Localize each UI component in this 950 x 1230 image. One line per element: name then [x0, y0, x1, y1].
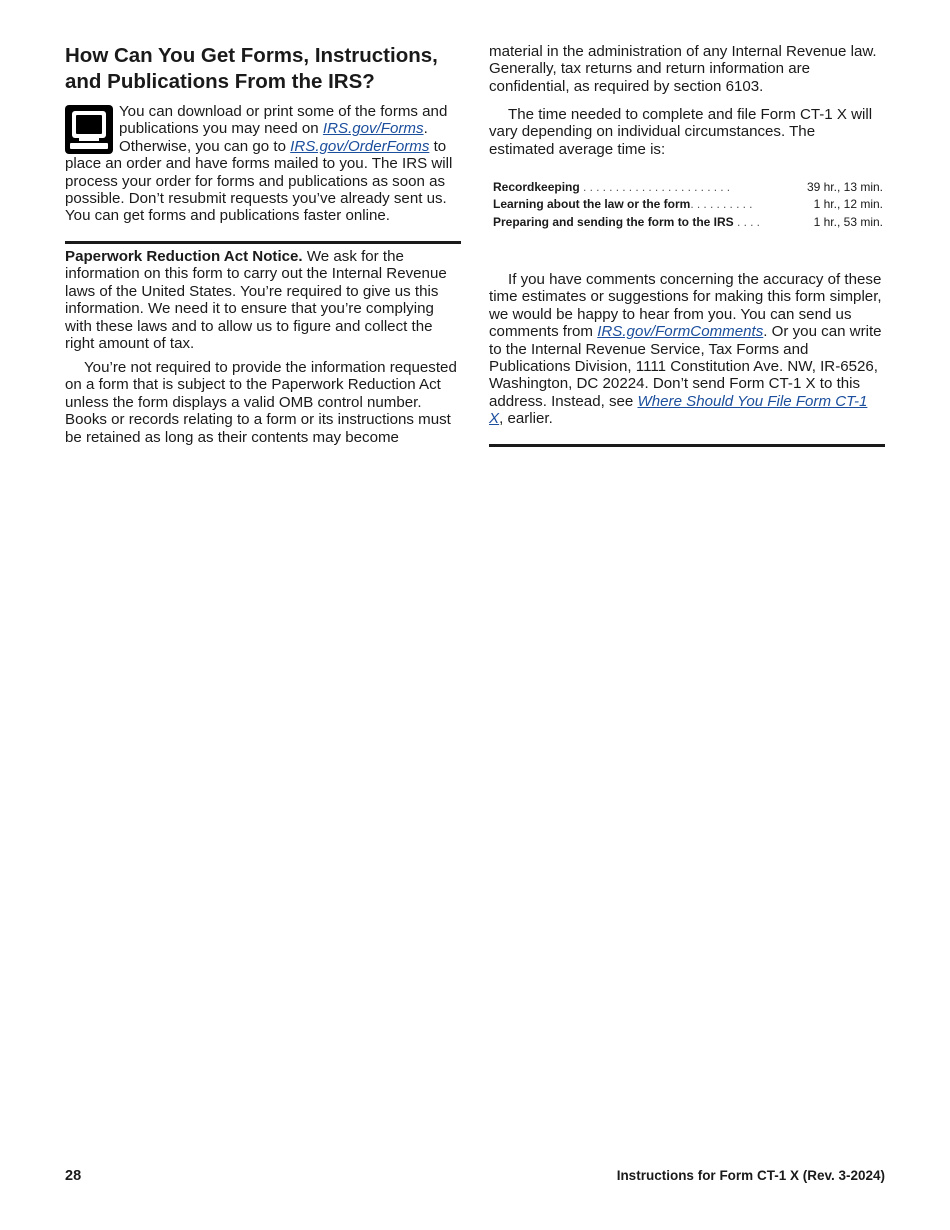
irs-forms-link[interactable]: IRS.gov/Forms: [322, 120, 424, 138]
forms-text-2: . Otherwise, you can go to: [119, 120, 428, 155]
dot-leader: ....: [737, 214, 764, 229]
omb-paragraph: [65, 359, 463, 446]
heading-line-2: and Publications From the IRS?: [65, 70, 375, 93]
dot-leader: .......................: [583, 179, 734, 194]
page-number: 28: [65, 1168, 82, 1184]
paperwork-paragraph: [65, 248, 461, 352]
time-intro-paragraph: [489, 106, 881, 158]
icon-float-spacer: [65, 103, 119, 155]
task-label: Learning about the law or the form: [493, 197, 691, 212]
forms-text-1: You can download or print some of the forms and publications you may need on: [119, 103, 448, 138]
task-cell: [493, 178, 789, 196]
form-comments-link[interactable]: IRS.gov/FormComments: [597, 323, 764, 341]
comments-text-3: , earlier.: [499, 410, 553, 428]
omb-text: You’re not required to provide the information requested on a form that is subject to the Paperwork Reduction Act unless the form displays a valid OMB control number. Books or records relating to a form or its instructions must be retained as long as their contents may become: [65, 359, 457, 446]
time-cell: 1 hr., 12 min.: [813, 197, 883, 212]
time-intro-text: The time needed to complete and file Form CT-1 X will vary depending on individual circumstances. The estimated average time is:: [489, 106, 873, 158]
continuation-paragraph: [489, 43, 885, 95]
paperwork-title: Paperwork Reduction Act Notice.: [65, 248, 303, 265]
continuation-text: material in the administration of any Internal Revenue law. Generally, tax returns and return information are confidential, as required by section 6103.: [489, 43, 877, 95]
task-cell: [493, 213, 789, 231]
time-estimate-table: [493, 178, 883, 231]
task-label: Preparing and sending the form to the IRS: [493, 214, 734, 229]
paperwork-text: We ask for the information on this form to carry out the Internal Revenue laws of the United States. You’re required to give us this information. We need it to ensure that you’re complying with these laws and to allow us to figure and collect the right amount of tax.: [65, 248, 447, 353]
footer-form-title: Instructions for Form CT-1 X (Rev. 3-2024): [616, 1168, 885, 1183]
table-row: [493, 178, 883, 196]
section-divider: [65, 241, 461, 244]
forms-paragraph: [65, 103, 461, 225]
table-row: [493, 213, 883, 231]
section-heading: [65, 43, 465, 95]
where-to-file-link[interactable]: Where Should You File Form CT-1 X: [489, 392, 868, 428]
task-cell: [493, 196, 789, 214]
comments-text-1: If you have comments concerning the accuracy of these time estimates or suggestions for making this form simpler, we would be happy to hear from you. You can send us comments from: [489, 271, 882, 341]
comments-paragraph: [489, 271, 885, 428]
heading-line-1: How Can You Get Forms, Instructions,: [65, 44, 438, 67]
forms-text-3: to place an order and have forms mailed to you. The IRS will process your order for forms and publications as soon as possible. Don’t resubmit requests you’ve already sent us. You can get forms and publications faster online.: [65, 137, 453, 225]
table-row: [493, 196, 883, 214]
task-label: Recordkeeping: [493, 179, 580, 194]
dot-leader: ..........: [690, 197, 756, 212]
time-cell: 1 hr., 53 min.: [813, 214, 883, 229]
irs-orderforms-link[interactable]: IRS.gov/OrderForms: [290, 137, 430, 155]
comments-text-2: . Or you can write to the Internal Revenue Service, Tax Forms and Publications Division, 1111 Constitution Ave. NW, IR-6526, Washington, DC 20224. Don’t send Form CT-1 X to this address. Instead, see: [489, 323, 882, 410]
section-divider: [489, 444, 885, 447]
time-cell: 39 hr., 13 min.: [806, 179, 883, 194]
